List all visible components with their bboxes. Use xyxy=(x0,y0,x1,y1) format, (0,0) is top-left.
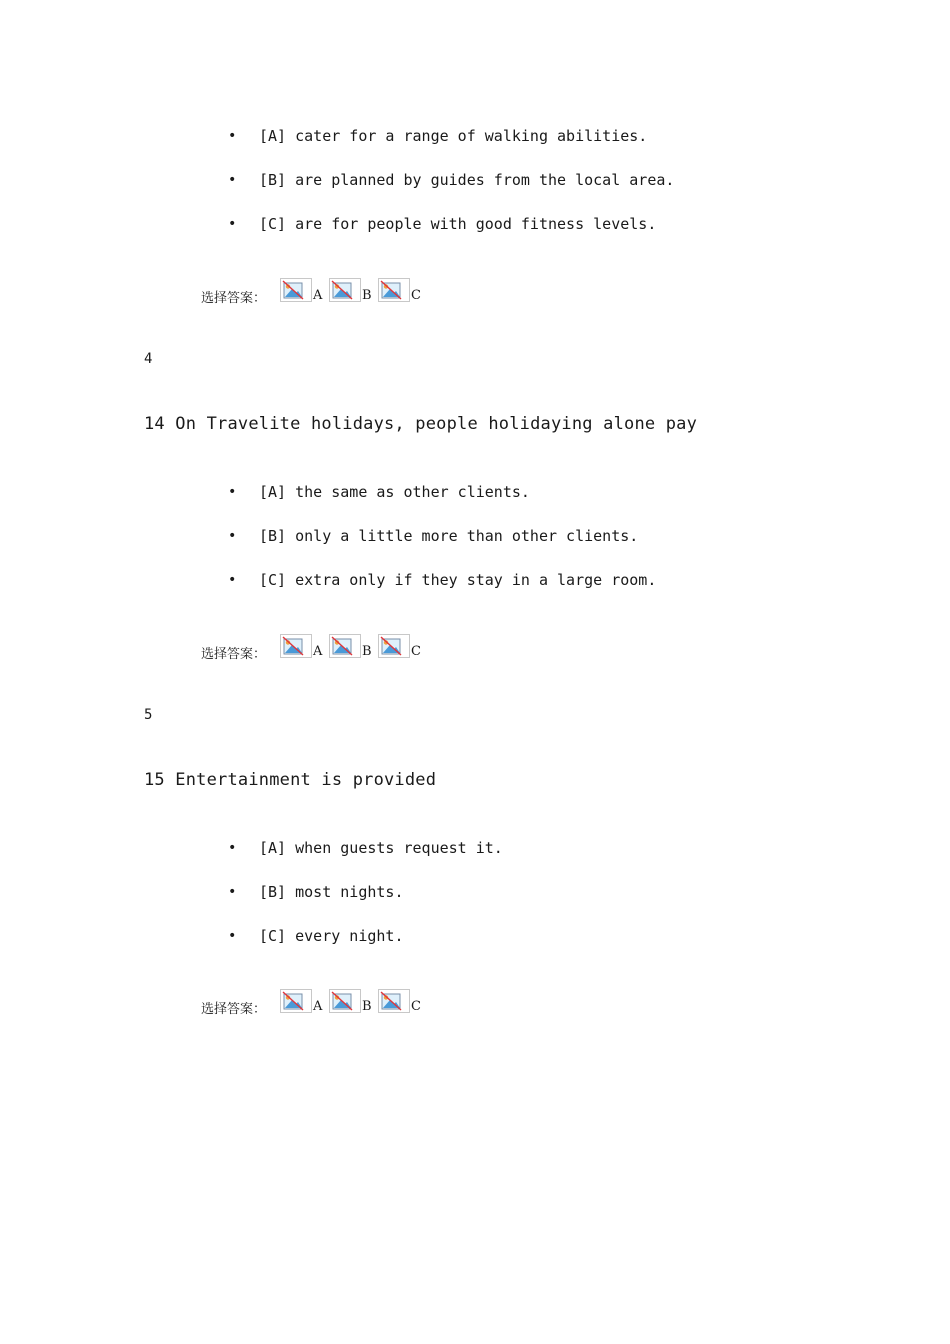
broken-image-icon[interactable] xyxy=(329,634,361,658)
broken-image-icon[interactable] xyxy=(378,989,410,1013)
bullet-icon: • xyxy=(228,484,237,500)
bullet-icon: • xyxy=(228,840,237,856)
answer-label: 选择答案： xyxy=(201,1002,267,1017)
answer-label: 选择答案： xyxy=(201,291,267,306)
broken-image-icon[interactable] xyxy=(329,989,361,1013)
question-title-14: 14 On Travelite holidays, people holidaying alone pay xyxy=(144,414,698,434)
answer-label: 选择答案： xyxy=(201,647,267,662)
bullet-icon: • xyxy=(228,128,237,144)
page-number: 4 xyxy=(144,351,153,367)
broken-image-icon[interactable] xyxy=(280,634,312,658)
broken-image-icon[interactable] xyxy=(280,278,312,302)
bullet-icon: • xyxy=(228,528,237,544)
bullet-icon: • xyxy=(228,928,237,944)
broken-image-icon[interactable] xyxy=(378,278,410,302)
question-title-15: 15 Entertainment is provided xyxy=(144,770,437,790)
broken-image-icon[interactable] xyxy=(378,634,410,658)
bullet-icon: • xyxy=(228,884,237,900)
bullet-icon: • xyxy=(228,572,237,588)
broken-image-icon[interactable] xyxy=(329,278,361,302)
broken-image-icon[interactable] xyxy=(280,989,312,1013)
page-number: 5 xyxy=(144,707,153,723)
bullet-icon: • xyxy=(228,172,237,188)
bullet-icon: • xyxy=(228,216,237,232)
